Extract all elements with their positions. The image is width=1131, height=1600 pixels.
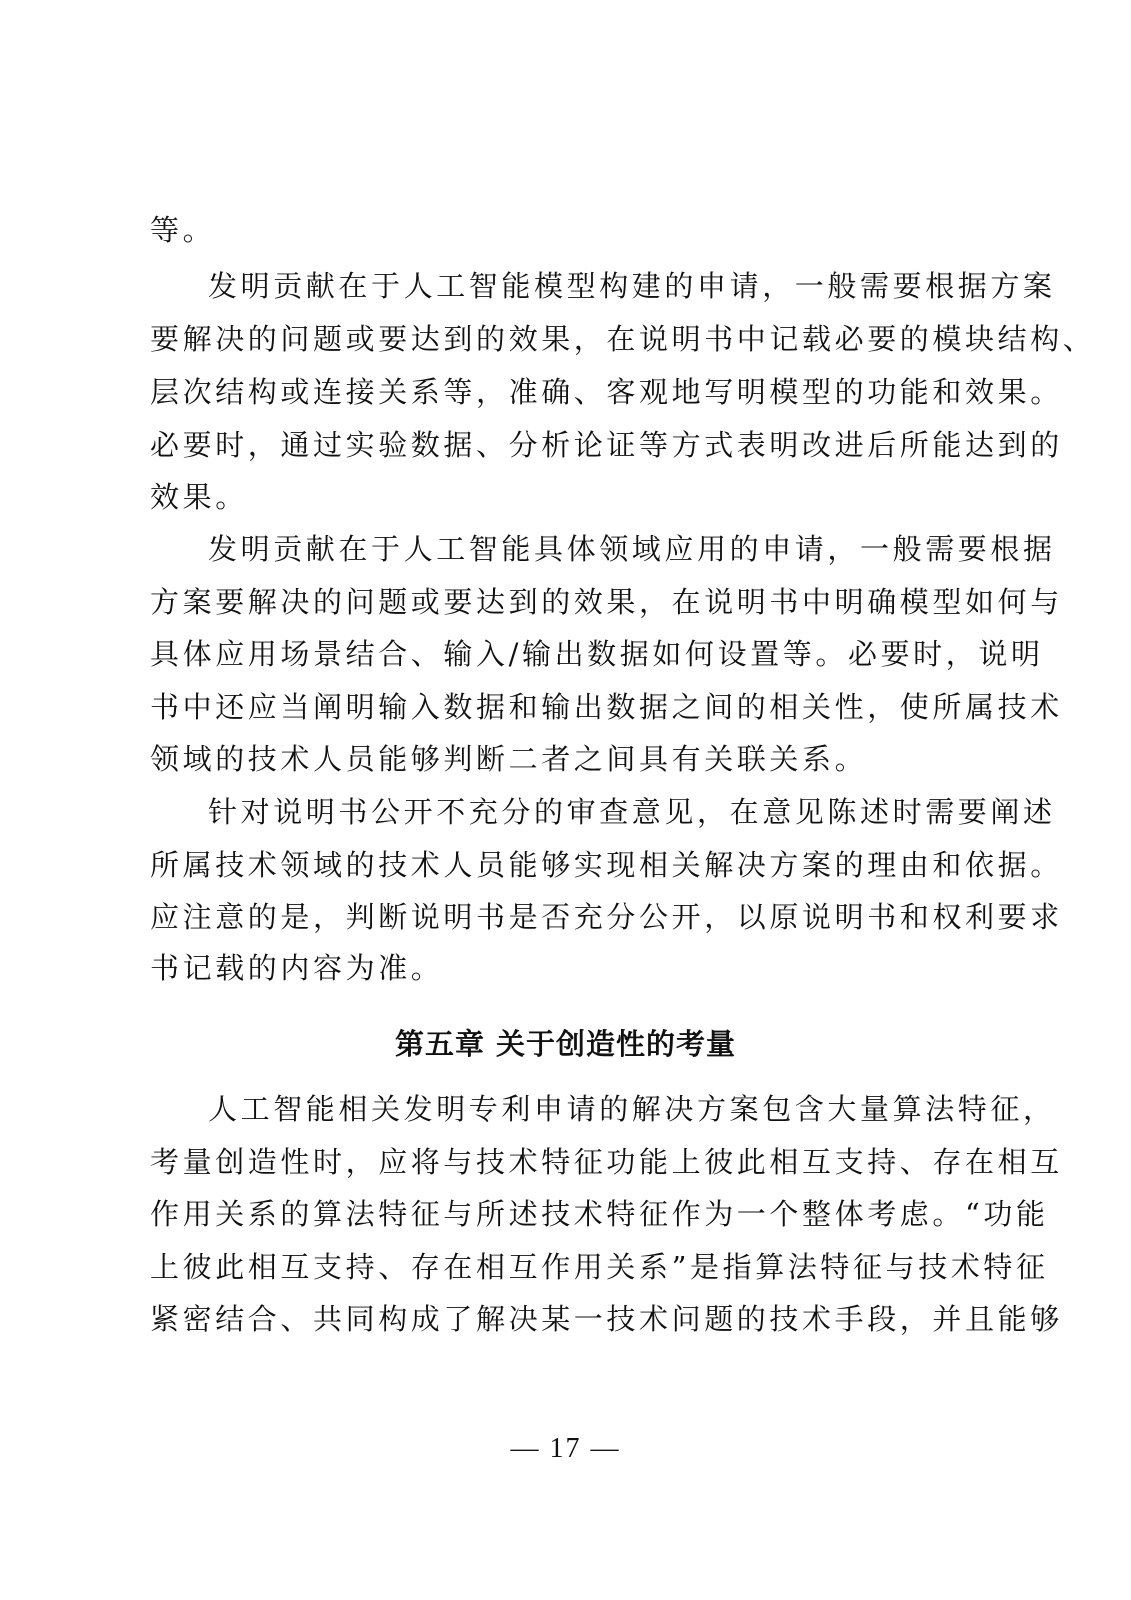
paragraph-3-line-3: 具体应用场景结合、输入/输出数据如何设置等。必要时，说明 bbox=[150, 637, 1044, 671]
paragraph-5-line-5: 紧密结合、共同构成了解决某一技术问题的技术手段，并且能够 bbox=[150, 1302, 1063, 1336]
paragraph-4-line-4: 书记载的内容为准。 bbox=[150, 951, 444, 985]
paragraph-4-line-3: 应注意的是，判断说明书是否充分公开，以原说明书和权利要求 bbox=[150, 900, 1063, 934]
page-number: — 17 — bbox=[510, 1433, 621, 1464]
paragraph-2-line-4: 必要时，通过实验数据、分析论证等方式表明改进后所能达到的 bbox=[150, 428, 1063, 462]
paragraph-2-line-5: 效果。 bbox=[150, 480, 248, 514]
paragraph-3-line-5: 领域的技术人员能够判断二者之间具有关联关系。 bbox=[150, 742, 868, 776]
paragraph-2-line-2: 要解决的问题或要达到的效果，在说明书中记载必要的模块结构、 bbox=[150, 322, 1096, 356]
paragraph-2-line-1: 发明贡献在于人工智能模型构建的申请，一般需要根据方案 bbox=[208, 269, 1056, 303]
paragraph-4-line-1: 针对说明书公开不充分的审查意见，在意见陈述时需要阐述 bbox=[208, 795, 1056, 829]
paragraph-5-line-1: 人工智能相关发明专利申请的解决方案包含大量算法特征， bbox=[208, 1092, 1056, 1126]
paragraph-5-line-2: 考量创造性时，应将与技术特征功能上彼此相互支持、存在相互 bbox=[150, 1145, 1063, 1179]
paragraph-3-line-2: 方案要解决的问题或要达到的效果，在说明书中明确模型如何与 bbox=[150, 585, 1063, 619]
chapter-heading: 第五章 关于创造性的考量 bbox=[394, 1027, 737, 1061]
paragraph-4-line-2: 所属技术领域的技术人员能够实现相关解决方案的理由和依据。 bbox=[150, 848, 1063, 882]
paragraph-3-line-4: 书中还应当阐明输入数据和输出数据之间的相关性，使所属技术 bbox=[150, 690, 1063, 724]
paragraph-1-line-1: 等。 bbox=[150, 213, 216, 247]
paragraph-5-line-4: 上彼此相互支持、存在相互作用关系”是指算法特征与技术特征 bbox=[150, 1250, 1049, 1284]
paragraph-2-line-3: 层次结构或连接关系等，准确、客观地写明模型的功能和效果。 bbox=[150, 375, 1063, 409]
paragraph-5-line-3: 作用关系的算法特征与所述技术特征作为一个整体考虑。“功能 bbox=[150, 1197, 1049, 1231]
paragraph-3-line-1: 发明贡献在于人工智能具体领域应用的申请，一般需要根据 bbox=[208, 532, 1056, 566]
